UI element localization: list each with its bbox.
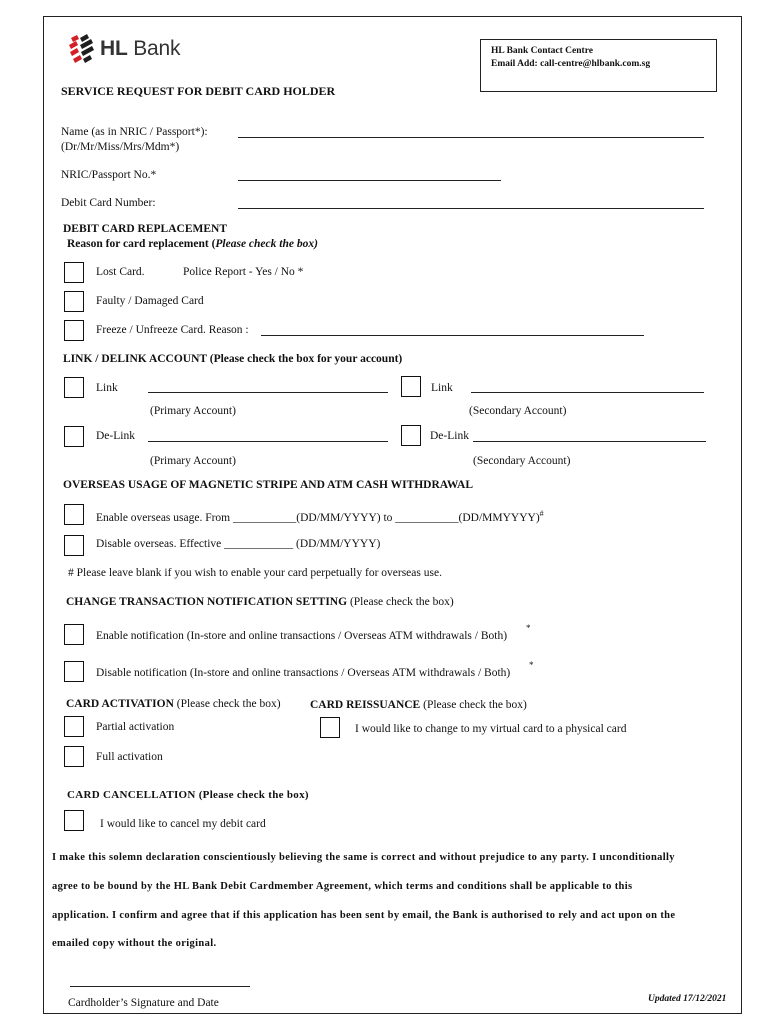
full-activation-label: Full activation — [96, 751, 163, 763]
link-label: Link — [96, 382, 118, 394]
notification-title: CHANGE TRANSACTION NOTIFICATION SETTING (Please check the box) — [66, 596, 454, 608]
replacement-reason: Reason for card replacement (Please check the box) — [67, 238, 318, 250]
link-secondary-checkbox[interactable] — [401, 376, 421, 397]
name-label: Name (as in NRIC / Passport*): — [61, 126, 208, 138]
partial-activation-label: Partial activation — [96, 721, 175, 733]
cancel-card-label: I would like to cancel my debit card — [100, 818, 266, 830]
declaration-line-3: application. I confirm and agree that if this application has been sent by email, the Bank is authorised to rely and act upon on the — [52, 910, 676, 921]
enable-overseas-label: Enable overseas usage. From ___________(DD/MM/YYYY) to ___________(DD/MMYYYY)# — [96, 509, 544, 524]
replacement-title: DEBIT CARD REPLACEMENT — [63, 223, 228, 235]
reissuance-title: CARD REISSUANCE (Please check the box) — [310, 699, 527, 711]
full-activation-checkbox[interactable] — [64, 746, 84, 767]
card-number-label: Debit Card Number: — [61, 197, 156, 209]
declaration-line-1: I make this solemn declaration conscientiously believing the same is correct and without prejudice to any party. I unconditionally — [52, 852, 675, 863]
hl-bank-logo — [67, 34, 180, 64]
disable-notification-star: * — [529, 660, 534, 670]
link-title: LINK / DELINK ACCOUNT (Please check the box for your account) — [63, 353, 403, 365]
lost-card-checkbox[interactable] — [64, 262, 84, 283]
cancel-card-checkbox[interactable] — [64, 810, 84, 831]
police-report-label: Police Report - Yes / No * — [183, 266, 304, 278]
cancellation-title: CARD CANCELLATION (Please check the box) — [67, 789, 309, 801]
contact-box — [480, 39, 717, 92]
name-title-options: (Dr/Mr/Miss/Mrs/Mdm*) — [61, 141, 180, 153]
delink-secondary-line[interactable] — [473, 441, 706, 442]
secondary-account-label-2: (Secondary Account) — [473, 455, 571, 467]
faulty-card-checkbox[interactable] — [64, 291, 84, 312]
freeze-card-checkbox[interactable] — [64, 320, 84, 341]
delink-label-secondary: De-Link — [430, 430, 469, 442]
logo-text: HL Bank — [100, 37, 181, 60]
form-title: SERVICE REQUEST FOR DEBIT CARD HOLDER — [61, 84, 336, 98]
link-secondary-line[interactable] — [471, 392, 704, 393]
partial-activation-checkbox[interactable] — [64, 716, 84, 737]
disable-overseas-checkbox[interactable] — [64, 535, 84, 556]
primary-account-label: (Primary Account) — [150, 405, 236, 417]
secondary-account-label: (Secondary Account) — [469, 405, 567, 417]
hl-bank-emblem-icon — [67, 34, 95, 64]
delink-label: De-Link — [96, 430, 135, 442]
card-number-input-line[interactable] — [238, 208, 704, 209]
nric-label: NRIC/Passport No.* — [61, 169, 157, 181]
enable-notification-label: Enable notification (In-store and online transactions / Overseas ATM withdrawals / Both) — [96, 630, 508, 642]
primary-account-label-2: (Primary Account) — [150, 455, 236, 467]
link-label-secondary: Link — [431, 382, 453, 394]
lost-card-label: Lost Card. — [96, 266, 145, 278]
contact-title: HL Bank Contact Centre — [491, 46, 593, 56]
disable-notification-checkbox[interactable] — [64, 661, 84, 682]
delink-primary-line[interactable] — [148, 441, 388, 442]
freeze-reason-line[interactable] — [261, 335, 644, 336]
reissuance-checkbox[interactable] — [320, 717, 340, 738]
link-primary-line[interactable] — [148, 392, 388, 393]
declaration-line-2: agree to be bound by the HL Bank Debit Cardmember Agreement, which terms and conditions shall be applicable to this — [52, 881, 633, 892]
enable-notification-star: * — [526, 623, 531, 633]
overseas-note: # Please leave blank if you wish to enable your card perpetually for overseas use. — [68, 567, 442, 579]
reissuance-label: I would like to change to my virtual card to a physical card — [355, 723, 627, 735]
link-primary-checkbox[interactable] — [64, 377, 84, 398]
enable-notification-checkbox[interactable] — [64, 624, 84, 645]
disable-overseas-label: Disable overseas. Effective ____________ (DD/MM/YYYY) — [96, 538, 381, 550]
activation-title: CARD ACTIVATION (Please check the box) — [66, 698, 281, 710]
name-input-line[interactable] — [238, 137, 704, 138]
disable-notification-label: Disable notification (In-store and online transactions / Overseas ATM withdrawals / Both) — [96, 667, 511, 679]
contact-email: Email Add: call-centre@hlbank.com.sg — [491, 59, 651, 69]
signature-line[interactable] — [70, 986, 250, 987]
updated-date: Updated 17/12/2021 — [648, 994, 727, 1004]
delink-secondary-checkbox[interactable] — [401, 425, 421, 446]
nric-input-line[interactable] — [238, 180, 501, 181]
freeze-card-label: Freeze / Unfreeze Card. Reason : — [96, 324, 249, 336]
enable-overseas-checkbox[interactable] — [64, 504, 84, 525]
declaration-line-4: emailed copy without the original. — [52, 938, 217, 949]
overseas-title: OVERSEAS USAGE OF MAGNETIC STRIPE AND ATM CASH WITHDRAWAL — [63, 479, 474, 491]
delink-primary-checkbox[interactable] — [64, 426, 84, 447]
signature-label: Cardholder’s Signature and Date — [68, 997, 219, 1009]
faulty-card-label: Faulty / Damaged Card — [96, 295, 204, 307]
